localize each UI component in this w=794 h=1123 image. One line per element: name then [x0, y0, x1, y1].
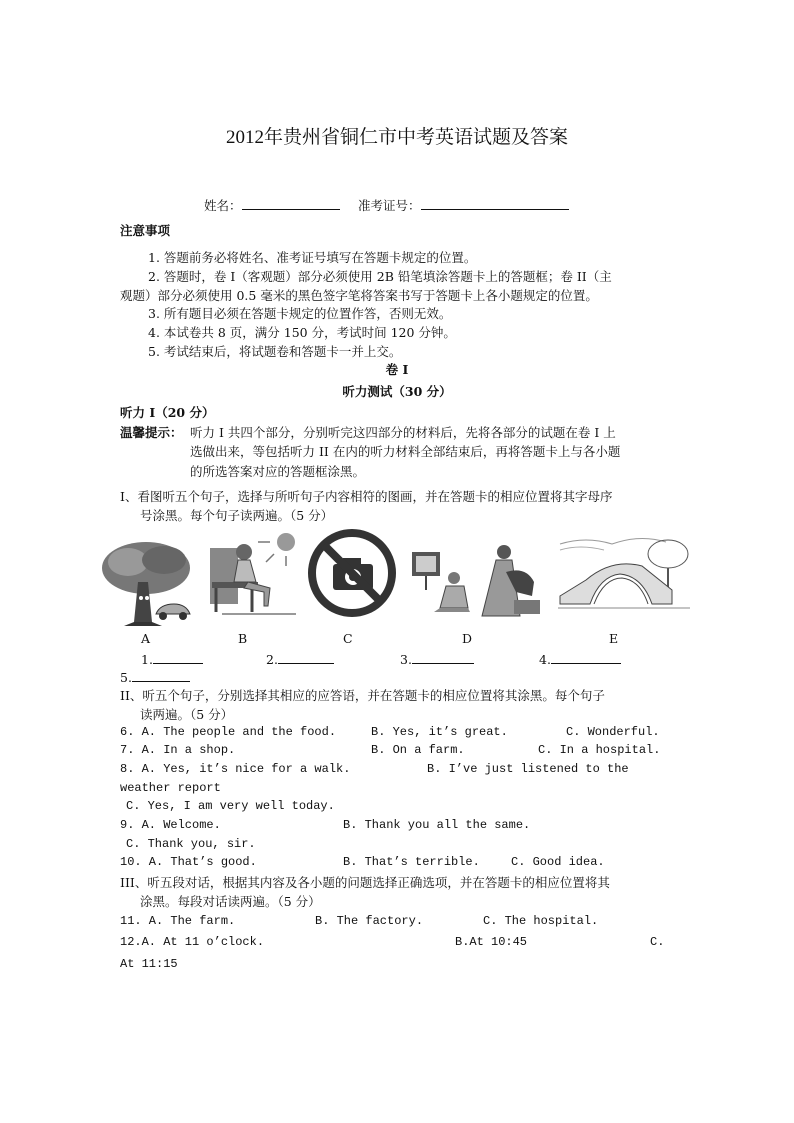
q6-option-a: 6. A. The people and the food.: [120, 725, 337, 739]
blank-number: 4.: [539, 652, 551, 667]
q11-option-b: B. The factory.: [315, 914, 424, 928]
picture-letter-b: B: [238, 631, 248, 646]
note-2-line2: 观题）部分必须使用 0.5 毫米的黑色签字笔将答案书写于答题卡上各小题规定的位置。: [120, 288, 598, 303]
q8-option-b: B. I’ve just listened to the: [427, 762, 629, 776]
tv-laundry-picture: [410, 542, 546, 618]
id-field: [358, 196, 569, 214]
part3-instruction-2: 涂黑。每段对话读两遍。（5 分）: [140, 894, 321, 909]
q12-option-c: C.: [650, 935, 665, 949]
q10-option-c: C. Good idea.: [511, 855, 605, 869]
tip-label: 温馨提示：: [120, 425, 183, 440]
tip-line-3: 的所选答案对应的答题框涂黑。: [190, 464, 366, 479]
listening-1-heading: 听力 I（20 分）: [120, 405, 215, 420]
answer-blank-4: [539, 650, 621, 667]
blank-line: [551, 650, 621, 664]
q7-option-c: C. In a hospital.: [538, 743, 661, 757]
picture-letter-e: E: [609, 631, 619, 646]
q8-option-b-cont: weather report: [120, 781, 221, 795]
name-label: 姓名：: [204, 198, 242, 213]
blank-line: [412, 650, 474, 664]
no-camera-sign-icon: [307, 528, 397, 618]
q10-option-b: B. That’s terrible.: [343, 855, 480, 869]
q6-option-b: B. Yes, it’s great.: [371, 725, 508, 739]
note-3: 3. 所有题目必须在答题卡规定的位置作答，否则无效。: [148, 306, 452, 321]
q7-option-b: B. On a farm.: [371, 743, 465, 757]
name-blank: [242, 196, 340, 210]
q8-option-a: 8. A. Yes, it’s nice for a walk.: [120, 762, 351, 776]
id-label: 准考证号：: [358, 198, 421, 213]
part3-instruction-1: III、听五段对话，根据其内容及各小题的问题选择正确选项，并在答题卡的相应位置将其: [120, 875, 610, 890]
bridge-picture: [556, 530, 692, 614]
id-blank: [421, 196, 569, 210]
blank-number: 3.: [400, 652, 412, 667]
note-1: 1. 答题前务必将姓名、准考证号填写在答题卡规定的位置。: [148, 250, 477, 265]
blank-number: 2.: [266, 652, 278, 667]
picture-letter-a: A: [141, 631, 151, 646]
note-4: 4. 本试卷共 8 页，满分 150 分，考试时间 120 分钟。: [148, 325, 456, 340]
answer-blank-2: [266, 650, 334, 667]
tip-line-2: 选做出来，等包括听力 II 在内的听力材料全部结束后，再将答题卡上与各小题: [190, 444, 621, 459]
girl-bench-picture: [208, 532, 298, 618]
q6-option-c: C. Wonderful.: [566, 725, 660, 739]
part2-instruction-1: II、听五个句子，分别选择其相应的应答语，并在答题卡的相应位置将其涂黑。每个句子: [120, 688, 605, 703]
part1-instruction-1: I、看图听五个句子，选择与所听句子内容相符的图画，并在答题卡的相应位置将其字母序: [120, 489, 613, 504]
q8-option-c: C. Yes, I am very well today.: [126, 799, 335, 813]
name-field: [204, 196, 340, 214]
note-2-line1: 2. 答题时，卷 I（客观题）部分必须使用 2B 铅笔填涂答题卡上的答题框；卷 II（主: [148, 269, 612, 284]
q12-option-a: 12.A. At 11 o’clock.: [120, 935, 265, 949]
blank-number: 1.: [141, 652, 153, 667]
answer-blank-5: [120, 668, 190, 685]
picture-letter-d: D: [462, 631, 473, 646]
q11-option-c: C. The hospital.: [483, 914, 599, 928]
page-title: 2012年贵州省铜仁市中考英语试题及答案: [225, 127, 568, 148]
volume-heading: 卷 I: [385, 362, 409, 377]
part1-instruction-2: 号涂黑。每个句子读两遍。（5 分）: [140, 508, 334, 523]
blank-number: 5.: [120, 670, 132, 685]
q12-option-c-cont: At 11:15: [120, 957, 178, 971]
q9-option-c: C. Thank you, sir.: [126, 837, 256, 851]
note-5: 5. 考试结束后，将试题卷和答题卡一并上交。: [148, 344, 402, 359]
part2-instruction-2: 读两遍。（5 分）: [140, 707, 234, 722]
picture-letter-c: C: [343, 631, 353, 646]
q12-option-b: B.At 10:45: [455, 935, 528, 949]
blank-line: [153, 650, 203, 664]
blank-line: [132, 668, 190, 682]
listening-heading: 听力测试（30 分）: [342, 384, 452, 399]
answer-blank-1: [141, 650, 203, 667]
blank-line: [278, 650, 334, 664]
notes-heading: 注意事项: [120, 223, 171, 238]
tree-car-picture: [100, 538, 194, 628]
q10-option-a: 10. A. That’s good.: [120, 855, 257, 869]
q7-option-a: 7. A. In a shop.: [120, 743, 236, 757]
tip-line-1: 听力 I 共四个部分，分别听完这四部分的材料后，先将各部分的试题在卷 I 上: [190, 425, 616, 440]
answer-blank-3: [400, 650, 474, 667]
q9-option-b: B. Thank you all the same.: [343, 818, 531, 832]
q11-option-a: 11. A. The farm.: [120, 914, 236, 928]
q9-option-a: 9. A. Welcome.: [120, 818, 221, 832]
